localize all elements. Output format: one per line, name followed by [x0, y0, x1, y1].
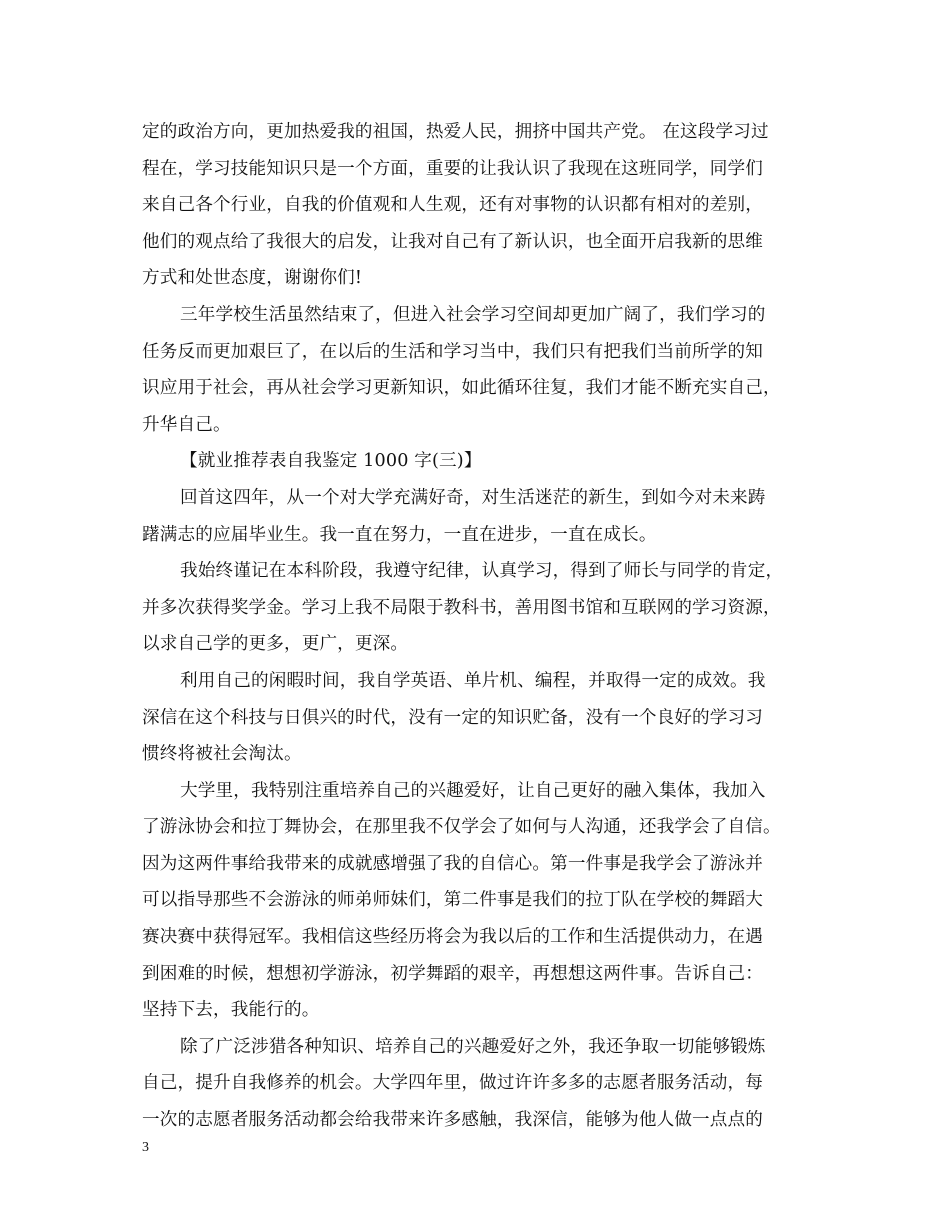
text-line: 除了广泛涉猎各种知识、培养自己的兴趣爱好之外，我还争取一切能够锻炼 — [180, 1036, 766, 1057]
text-line: 到困难的时候，想想初学游泳，初学舞蹈的艰辛，再想想这两件事。告诉自己： — [142, 963, 764, 984]
text-line: 赛决赛中获得冠军。我相信这些经历将会为我以后的工作和生活提供动力，在遇 — [142, 927, 764, 948]
text-line: 程在，学习技能知识只是一个方面，重要的让我认识了我现在这班同学，同学们 — [142, 158, 764, 179]
text-line: 任务反而更加艰巨了，在以后的生活和学习当中，我们只有把我们当前所学的知 — [142, 341, 764, 362]
text-line: 了游泳协会和拉丁舞协会，在那里我不仅学会了如何与人沟通，还我学会了自信。 — [142, 817, 781, 838]
text-line: 坚持下去，我能行的。 — [142, 1000, 320, 1021]
text-line: 躇满志的应届毕业生。我一直在努力，一直在进步，一直在成长。 — [142, 524, 657, 545]
document-body — [142, 114, 810, 1139]
text-line: 深信在这个科技与日俱兴的时代，没有一定的知识贮备，没有一个良好的学习习 — [142, 707, 764, 728]
text-line: 因为这两件事给我带来的成就感增强了我的自信心。第一件事是我学会了游泳并 — [142, 853, 764, 874]
text-line: 并多次获得奖学金。学习上我不局限于教科书，善用图书馆和互联网的学习资源， — [142, 597, 781, 618]
text-line: 升华自己。 — [142, 414, 231, 435]
text-line: 方式和处世态度，谢谢你们! — [142, 268, 363, 289]
page-number: 3 — [142, 1140, 149, 1155]
text-line: 我始终谨记在本科阶段，我遵守纪律，认真学习，得到了师长与同学的肯定， — [180, 561, 784, 582]
text-line: 大学里，我特别注重培养自己的兴趣爱好，让自己更好的融入集体，我加入 — [180, 780, 766, 801]
text-line: 自己，提升自我修养的机会。大学四年里，做过许许多多的志愿者服务活动，每 — [142, 1073, 764, 1094]
text-line: 三年学校生活虽然结束了，但进入社会学习空间却更加广阔了，我们学习的 — [180, 304, 766, 325]
text-line: 他们的观点给了我很大的启发，让我对自己有了新认识，也全面开启我新的思维 — [142, 231, 764, 252]
text-line: 回首这四年，从一个对大学充满好奇，对生活迷茫的新生，到如今对未来踌 — [180, 487, 766, 508]
text-line: 以求自己学的更多，更广，更深。 — [142, 634, 409, 655]
text-line: 来自己各个行业，自我的价值观和人生观，还有对事物的认识都有相对的差别， — [142, 195, 764, 216]
text-line: 可以指导那些不会游泳的师弟师妹们，第二件事是我们的拉丁队在学校的舞蹈大 — [142, 890, 764, 911]
text-line: 一次的志愿者服务活动都会给我带来许多感触，我深信，能够为他人做一点点的 — [142, 1110, 764, 1131]
text-line: 【就业推荐表自我鉴定 1000 字(三)】 — [180, 451, 482, 472]
text-line: 利用自己的闲暇时间，我自学英语、单片机、编程，并取得一定的成效。我 — [180, 670, 766, 691]
text-line: 识应用于社会，再从社会学习更新知识，如此循环往复，我们才能不断充实自己， — [142, 378, 781, 399]
text-line: 定的政治方向，更加热爱我的祖国，热爱人民，拥挤中国共产党。 在这段学习过 — [142, 122, 769, 142]
text-line: 惯终将被社会淘汰。 — [142, 744, 302, 765]
